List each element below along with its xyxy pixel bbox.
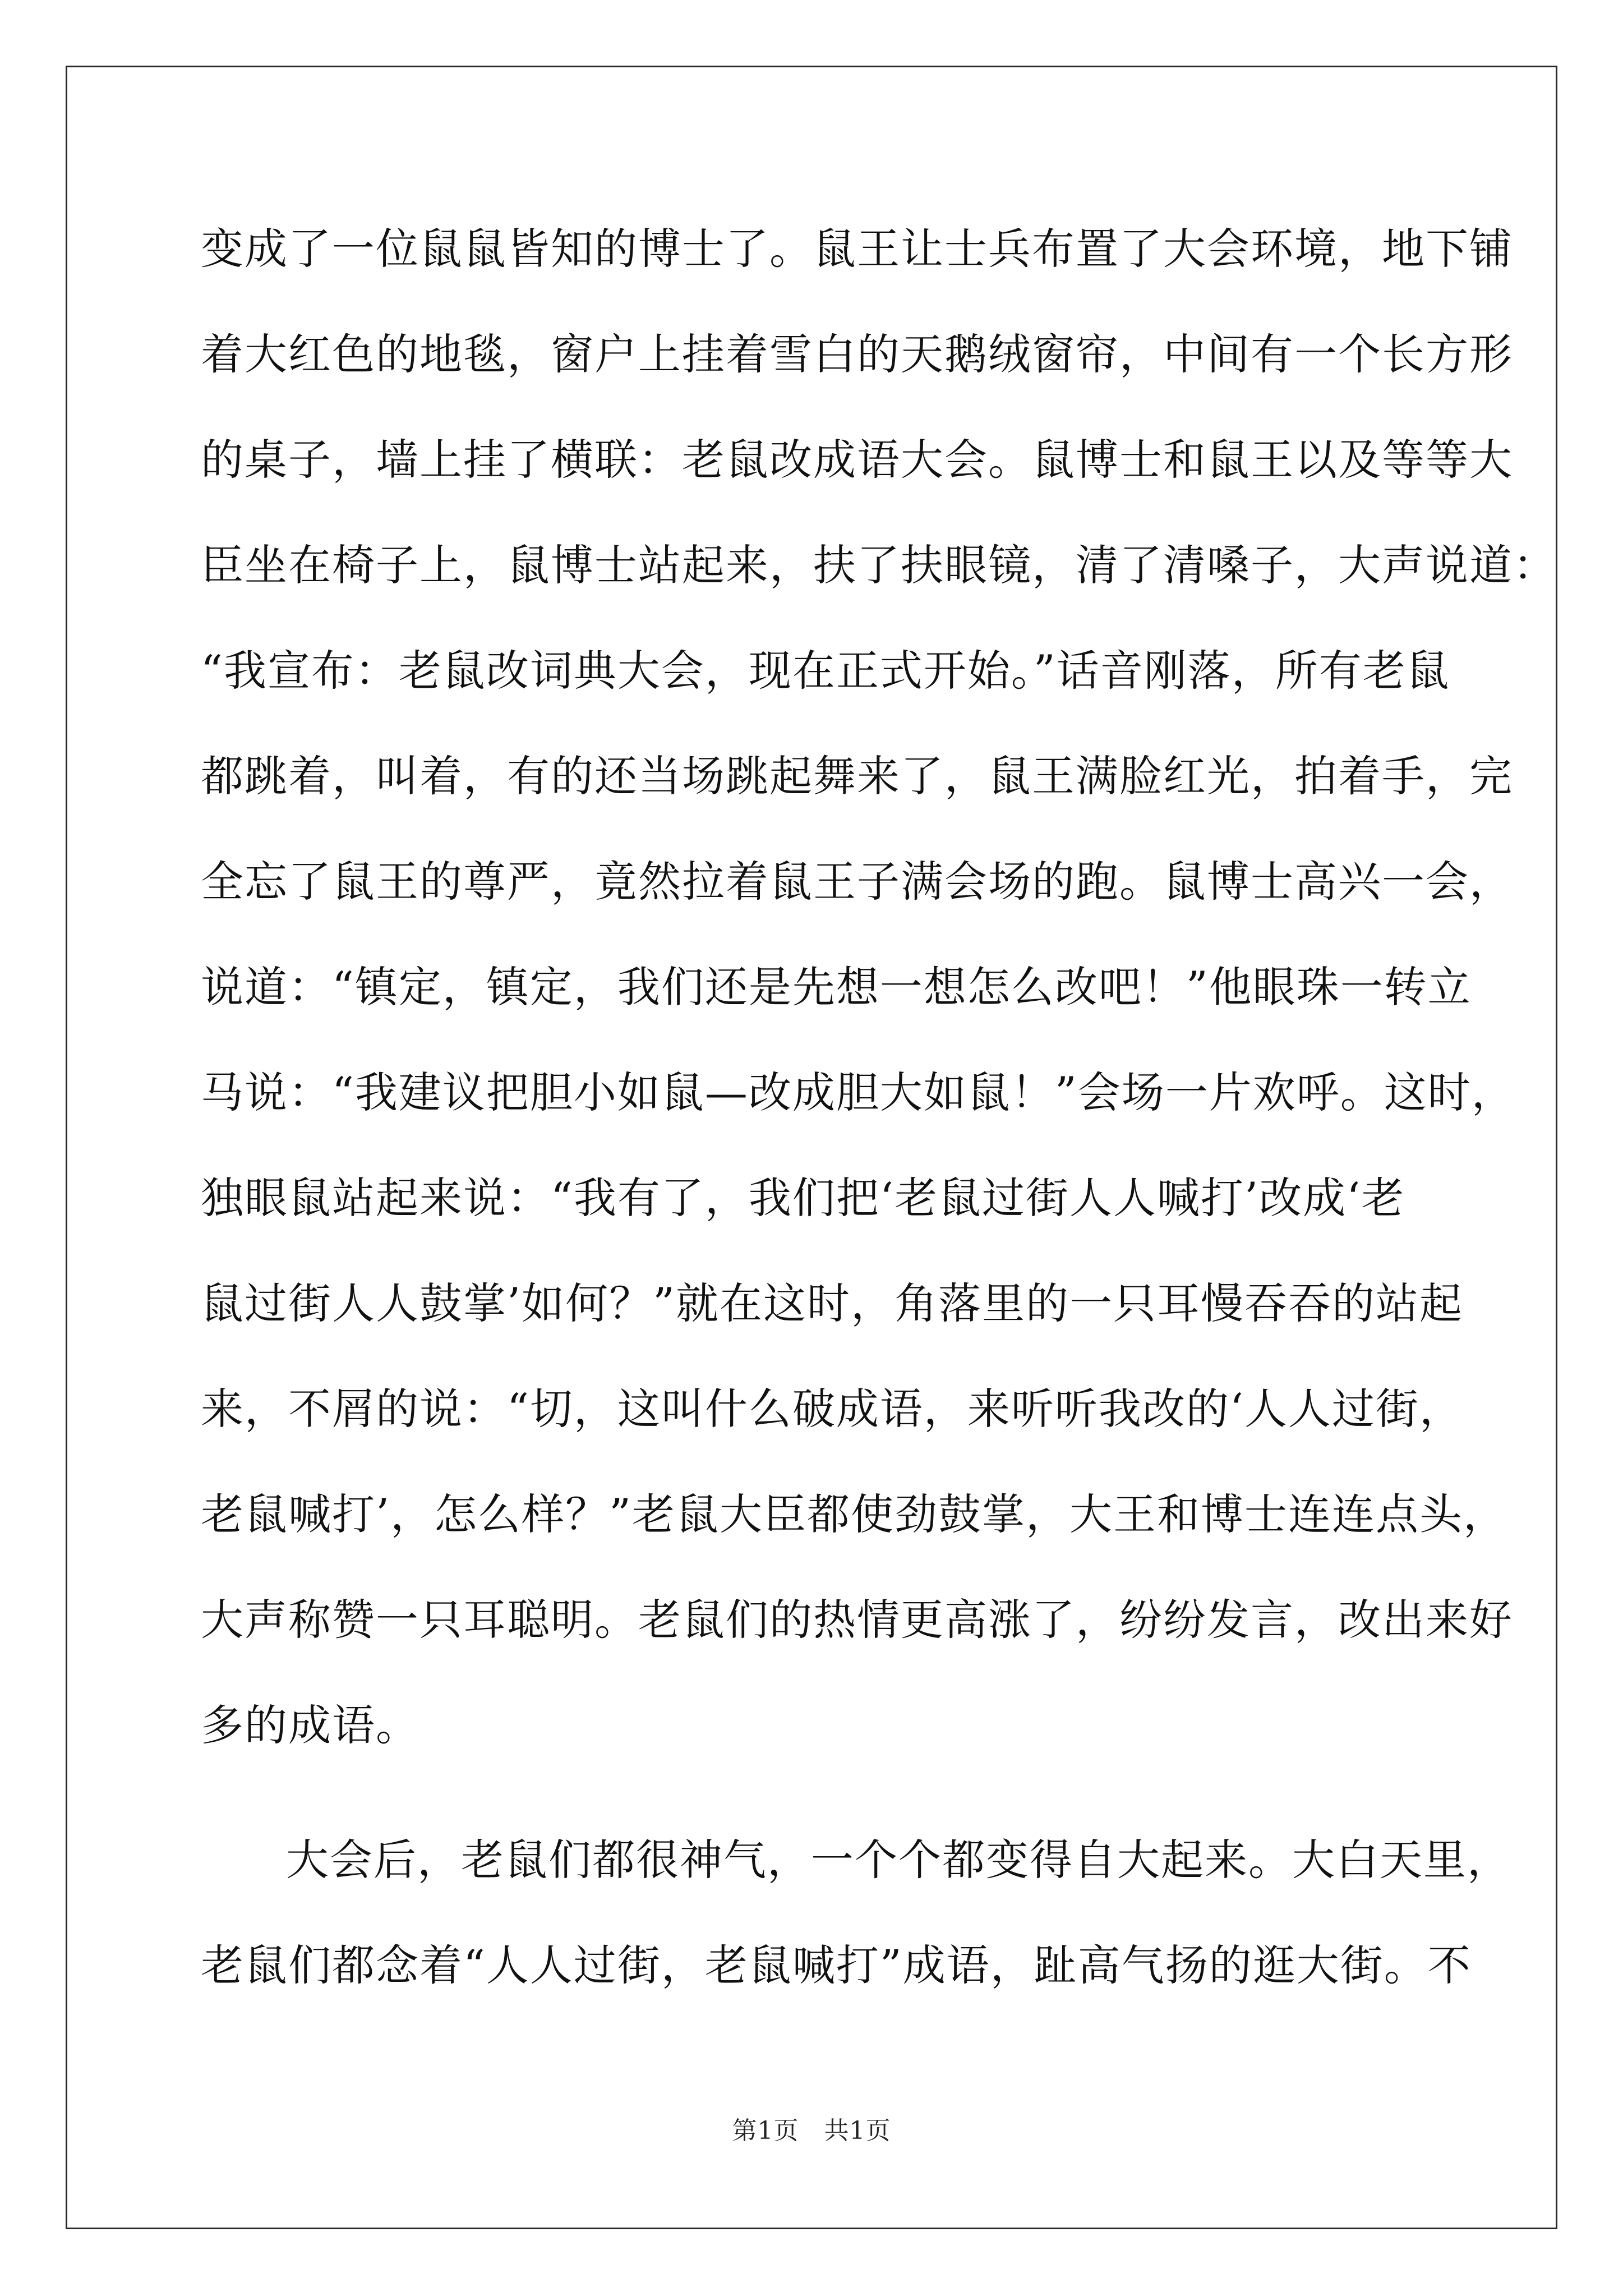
paragraph-first-line: 大会后，老鼠们都很神气，一个个都变得自大起来。大白天里， <box>286 1835 1511 1885</box>
text-line: 马说：“我建议把胆小如鼠—改成胆大如鼠！”会场一片欢呼。这时， <box>201 1068 1515 1117</box>
text-line: 多的成语。 <box>201 1700 419 1750</box>
text-line: 老鼠们都念着“人人过街，老鼠喊打”成语，趾高气扬的逛大街。不 <box>201 1940 1472 1990</box>
document-body <box>201 224 1557 2046</box>
text-line: 着大红色的地毯，窗户上挂着雪白的天鹅绒窗帘，中间有一个长方形 <box>201 329 1513 379</box>
page-footer: 第1页 共1页 <box>732 2116 891 2145</box>
text-line: 变成了一位鼠鼠皆知的博士了。鼠王让士兵布置了大会环境，地下铺 <box>201 224 1513 274</box>
text-line: 臣坐在椅子上，鼠博士站起来，扶了扶眼镜，清了清嗓子，大声说道： <box>201 540 1557 590</box>
text-line: 都跳着，叫着，有的还当场跳起舞来了，鼠王满脸红光，拍着手，完 <box>201 751 1513 801</box>
text-line: 来，不屑的说：“切，这叫什么破成语，来听听我改的‘人人过街， <box>201 1384 1464 1434</box>
text-line: 鼠过街人人鼓掌’如何？”就在这时，角落里的一只耳慢吞吞的站起 <box>201 1278 1464 1328</box>
text-line: 说道：“镇定，镇定，我们还是先想一想怎么改吧！”他眼珠一转立 <box>201 962 1472 1012</box>
text-line: 大声称赞一只耳聪明。老鼠们的热情更高涨了，纷纷发言，改出来好 <box>201 1595 1513 1645</box>
text-line: 独眼鼠站起来说：“我有了，我们把‘老鼠过街人人喊打’改成‘老 <box>201 1173 1405 1223</box>
text-line: 的桌子，墙上挂了横联：老鼠改成语大会。鼠博士和鼠王以及等等大 <box>201 435 1513 485</box>
text-line: 老鼠喊打’，怎么样？”老鼠大臣都使劲鼓掌，大王和博士连连点头， <box>201 1489 1507 1539</box>
text-line: 全忘了鼠王的尊严，竟然拉着鼠王子满会场的跑。鼠博士高兴一会， <box>201 857 1513 907</box>
text-line: “我宣布：老鼠改词典大会，现在正式开始。”话音刚落，所有老鼠 <box>201 646 1450 696</box>
paragraph-gap <box>201 1806 1468 1835</box>
